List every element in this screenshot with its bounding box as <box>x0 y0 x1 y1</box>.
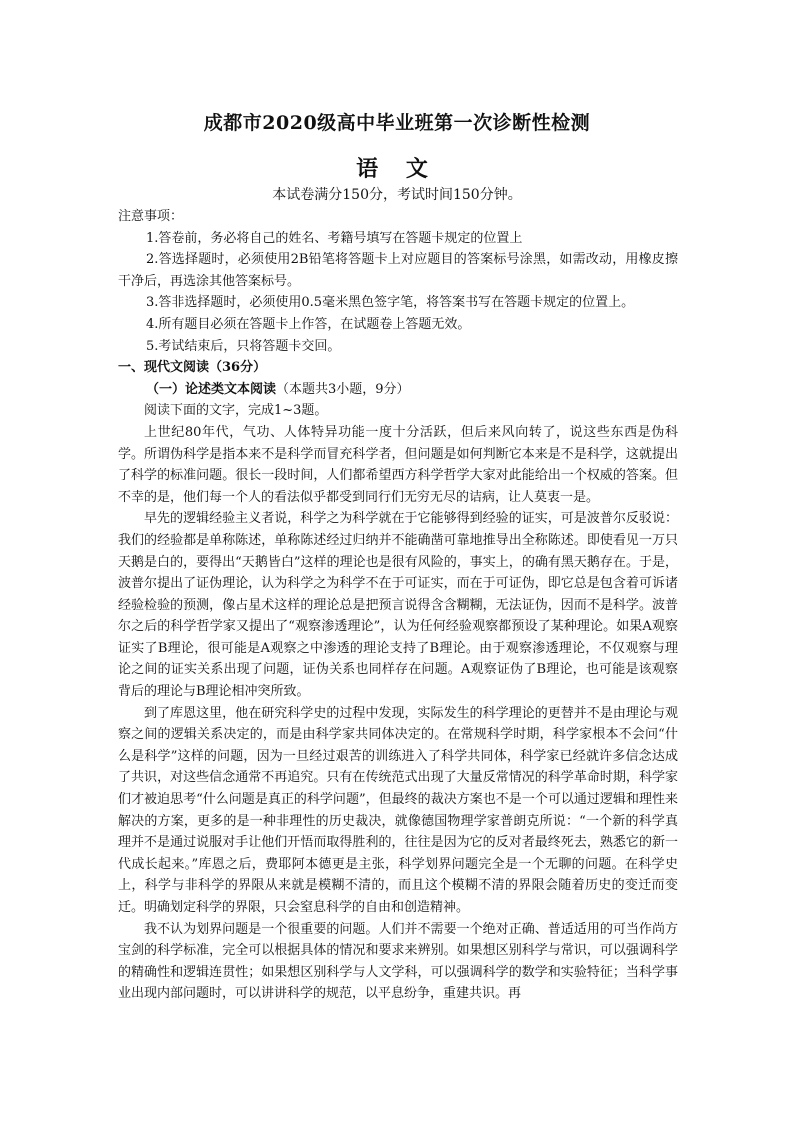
section-heading: 一、现代文阅读（36分） <box>118 360 267 376</box>
note-item-3: 3.答非选择题时，必须使用0.5毫米黑色签字笔，将答案书写在答题卡规定的位置上。 <box>146 295 635 311</box>
subject-heading: 语 文 <box>356 156 438 182</box>
note-item-5: 5.考试结束后，只将答题卡交回。 <box>146 338 341 354</box>
note-item-2: 2.答选择题时，必须使用2B铅笔将答题卡上对应题目的答案标号涂黑，如需改动，用橡皮擦干净后，再选涂其他答案标号。 <box>118 252 678 289</box>
notes-heading: 注意事项： <box>118 209 184 224</box>
exam-body <box>118 206 678 1005</box>
subsection-scope: （本题共3小题，9分） <box>276 381 410 397</box>
note-item-1: 1.答卷前，务必将自己的姓名、考籍号填写在答题卡规定的位置上 <box>146 230 523 246</box>
subsection-heading <box>118 379 678 401</box>
passage-paragraph-1: 上世纪80年代，气功、人体特异功能一度十分活跃，但后来风向转了，说这些东西是伪科学。所谓伪科学是指本来不是科学而冒充科学者，但问题是如何判断它本来是不是科学，这就提出了科学的标准问题。很长一段时间，人们都希望西方科学哲学大家对此能给出一个权威的答案。但不幸的是，他们每一个人的看法似乎都受到同行们无穷无尽的诘病，让人莫衷一是。 <box>118 424 678 505</box>
passage-paragraph-3: 到了库恩这里，他在研究科学史的过程中发现，实际发生的科学理论的更替并不是由理论与观察之间的逻辑关系决定的，而是由科学家共同体决定的。在常规科学时期，科学家根本不会问“什么是科学”这样的问题，因为一旦经过艰苦的训练进入了科学共同体，科学家已经就许多信念达成了共识，对这些信念通常不再追究。只有在传统范式出现了大量反常情况的科学革命时期，科学家们才被迫思考“什么问题是真正的科学问题”，但最终的裁决方案也不是一个可以通过逻辑和理性来解决的方案，更多的是一种非理性的历史裁决，就像德国物理学家普朗克所说：“一个新的科学真理并不是通过说服对手让他们开悟而取得胜利的，往往是因为它的反对者最终死去，熟悉它的新一代成长起来。”库恩之后，费耶阿本德更是主张，科学划界问题完全是一个无聊的问题。在科学史上，科学与非科学的界限从来就是模糊不清的，而且这个模糊不清的界限会随着历史的变迁而变迁。明确划定科学的界限，只会窒息科学的自由和创造精神。 <box>118 705 678 915</box>
subsection-title: （一）论述类文本阅读 <box>146 381 277 397</box>
passage-paragraph-4: 我不认为划界问题是一个很重要的问题。人们并不需要一个绝对正确、普适适用的可当作尚方宝剑的科学标准，完全可以根据具体的情况和要求来辨别。如果想区别科学与常识，可以强调科学的精确性和逻辑连贯性；如果想区别科学与人文学科，可以强调科学的数学和实验特征；当科学事业出现内部问题时，可以讲讲科学的规范，以平息纷争，重建共识。再 <box>118 921 678 1002</box>
passage-paragraph-2: 早先的逻辑经验主义者说，科学之为科学就在于它能够得到经验的证实，可是波普尔反驳说：我们的经验都是单称陈述，单称陈述经过归纳并不能确凿可靠地推导出全称陈述。即使看见一万只天鹅是白的，要得出“天鹅皆白”这样的理论也是很有风险的，事实上，的确有黑天鹅存在。于是，波普尔提出了证伪理论，认为科学之为科学不在于可证实，而在于可证伪，即它总是包含着可诉诸经验检验的预测，像占星术这样的理论总是把预言说得含含糊糊，无法证伪，因而不是科学。波普尔之后的科学哲学家又提出了“观察渗透理论”，认为任何经验观察都预设了某种理论。如果A观察证实了B理论，很可能是A观察之中渗透的理论支持了B理论。由于观察渗透理论，不仅观察与理论之间的证实关系出现了问题，证伪关系也同样存在问题。A观察证伪了B理论，也可能是该观察背后的理论与B理论相冲突所致。 <box>118 511 678 700</box>
note-item-4: 4.所有题目必须在答题卡上作答，在试题卷上答题无效。 <box>146 316 471 332</box>
exam-title: 成都市2020级高中毕业班第一次诊断性检测 <box>203 112 591 134</box>
reading-instruction: 阅读下面的文字，完成1~3题。 <box>144 403 328 419</box>
score-time-line: 本试卷满分150分，考试时间150分钟。 <box>272 187 522 203</box>
